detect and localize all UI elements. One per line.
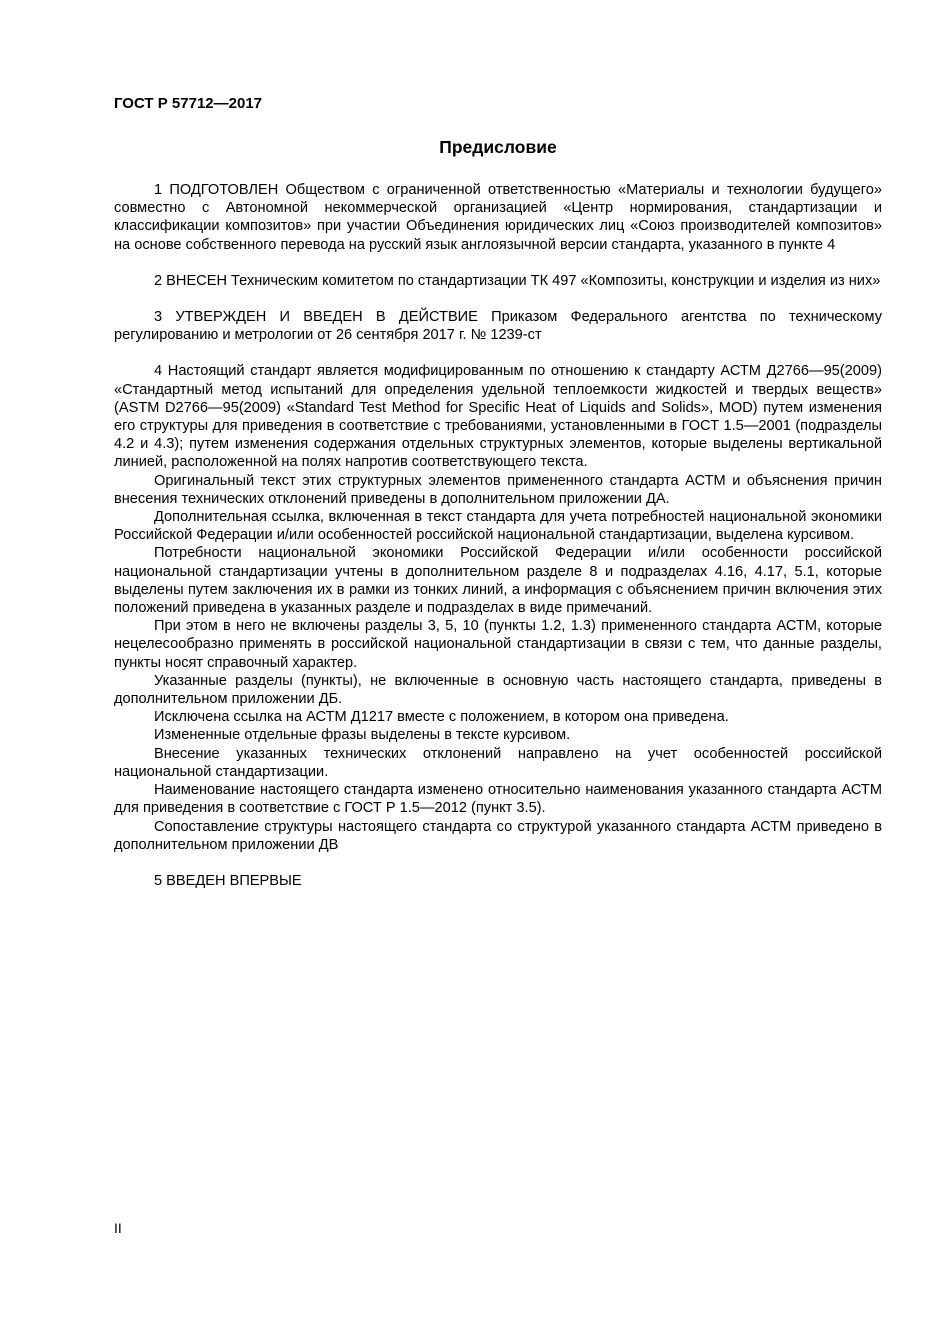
paragraph-appendix-db: Указанные разделы (пункты), не включенные в основную часть настоящего стандарта, приведены в дополнительном приложении ДБ. [114,672,882,708]
paragraph-approved [114,308,882,344]
paragraph-modified: 4 Настоящий стандарт является модифицированным по отношению к стандарту АСТМ Д2766—95(2009) «Стандартный метод испытаний для определения удельной теплоемкости жидкостей и твердых веществ» (ASTM D2766—95(2009) «Standard Test Method for Specific Heat of Liquids and Solids», MOD) путем изменения его структуры для приведения в соответствие с требованиями, установленными в ГОСТ 1.5—2001 (подразделы 4.2 и 4.3); путем изменения содержания отдельных структурных элементов, которые выделены вертикальной линией, расположенной на полях напротив соответствующего текста. [114,363,882,471]
paragraph-original-text: Оригинальный текст этих структурных элементов примененного стандарта АСТМ и объяснения причин внесения технических отклонений приведены в дополнительном приложении ДА. [114,472,882,507]
paragraph-structure-comparison: Сопоставление структуры настоящего стандарта со структурой указанного стандарта АСТМ приведено в дополнительном приложении ДВ [114,818,882,853]
page-title: Предисловие [439,137,557,157]
paragraph-italic-phrases: Измененные отдельные фразы выделены в тексте курсивом. [154,727,571,744]
paragraph-lead: 2 ВНЕСЕН [154,272,227,289]
paragraph-excluded-sections: При этом в него не включены разделы 3, 5, 10 (пункты 1.2, 1.3) примененного стандарта АСТМ, которые нецелесообразно применять в российской национальной стандартизации в связи с тем, что данные разделы, пункты носят справочный характер. [114,618,882,671]
paragraph-additional-reference: Дополнительная ссылка, включенная в текст стандарта для учета потребностей национальной экономики Российской Федерации и/или особенностей российской национальной стандартизации, выделена курсивом. [114,509,882,544]
paragraph-lead: 3 УТВЕРЖДЕН И ВВЕДЕН В ДЕЙСТВИЕ [154,309,478,326]
paragraph-text: Техническим комитетом по стандартизации ТК 497 «Композиты, конструкции и изделия из них» [227,272,881,289]
paragraph-prepared [114,181,882,254]
paragraph-national-needs: Потребности национальной экономики Российской Федерации и/или особенности российской национальной стандартизации учтены в дополнительном разделе 8 и подразделах 4.16, 4.17, 5.1, которые выделены путем заключения их в рамки из тонких линий, а информация с объяснением причин включения этих положений приведена в указанных разделе и подразделах в виде примечаний. [114,545,882,617]
paragraph-lead: 5 ВВЕДЕН ВПЕРВЫЕ [154,872,302,889]
page-number: II [114,1220,122,1236]
document-body [114,181,882,890]
paragraph-introduced [114,272,882,290]
paragraph-title-change: Наименование настоящего стандарта изменено относительно наименования указанного стандарта АСТМ для приведения в соответствие с ГОСТ Р 1.5—2012 (пункт 3.5). [114,782,882,817]
paragraph-text: Обществом с ограниченной ответственностью «Материалы и технологии будущего» совместно с Автономной некоммерческой организацией «Центр нормирования, стандартизации и классификации композитов» при участии Объединения юридических лиц «Союз производителей композитов» на основе собственного перевода на русский язык англоязычной версии стандарта, указанного в пункте 4 [114,182,882,253]
paragraph-deviations: Внесение указанных технических отклонений направлено на учет особенностей российской национальной стандартизации. [114,745,882,780]
paragraph-first-introduced [114,872,882,890]
paragraph-lead: 1 ПОДГОТОВЛЕН [154,182,279,198]
paragraph-excluded-reference: Исключена ссылка на АСТМ Д1217 вместе с положением, в котором она приведена. [154,709,729,726]
document-header: ГОСТ Р 57712—2017 [114,95,263,112]
paragraph-text: Приказом Федерального агентства по техническому регулированию и метрологии от 26 сентября 2017 г. № 1239-ст [114,309,882,344]
